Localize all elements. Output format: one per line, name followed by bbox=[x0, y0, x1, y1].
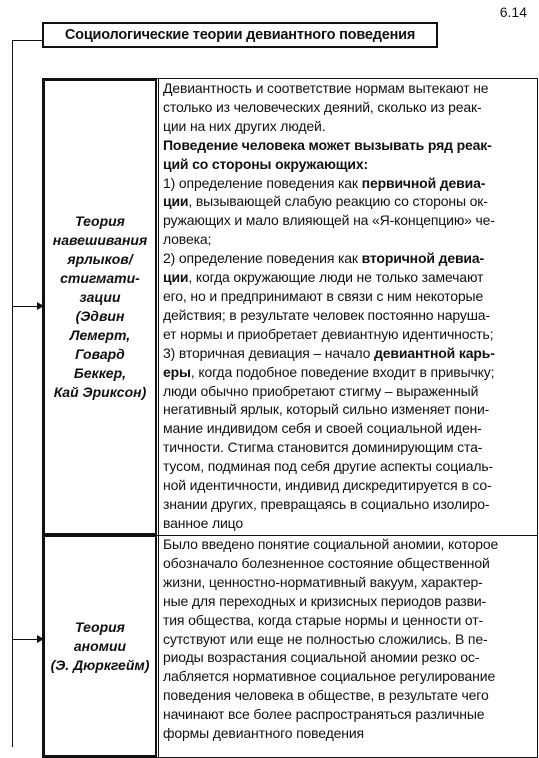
text-segment: люди обычно приобретают стигму – выраженный bbox=[163, 382, 479, 399]
theory-name-text bbox=[53, 212, 147, 402]
description-line bbox=[163, 476, 533, 495]
text-segment: тия общества, когда старые нормы и ценности от- bbox=[163, 611, 483, 628]
description-line bbox=[163, 155, 533, 174]
text-segment: лабляется нормативное социальное регулирование bbox=[163, 668, 496, 685]
theory-name-line: Теория bbox=[75, 213, 125, 229]
text-segment: тусом, подминая под себя другие аспекты социаль- bbox=[163, 458, 494, 475]
theory-name-labeling bbox=[43, 79, 157, 535]
text-segment: , когда окружающие люди не только замечают bbox=[188, 269, 484, 286]
theory-name-line: аномии bbox=[73, 637, 127, 654]
description-line bbox=[163, 438, 533, 457]
bold-term: вторичной девиа- bbox=[361, 250, 485, 267]
description-line bbox=[163, 495, 533, 514]
description-line bbox=[163, 211, 533, 230]
text-segment: 1) определение поведения как bbox=[163, 174, 362, 191]
text-segment: ные для переходных и кризисных периодов разви- bbox=[163, 592, 487, 609]
description-line bbox=[163, 230, 533, 249]
theory-name-anomie bbox=[43, 535, 157, 757]
description-line bbox=[163, 705, 533, 724]
text-segment: формы девиантного поведения bbox=[163, 725, 364, 742]
text-segment: обозначало болезненное состояние общественной bbox=[163, 554, 490, 571]
description-line bbox=[163, 268, 533, 287]
description-line bbox=[163, 98, 533, 117]
bold-term: ции bbox=[163, 193, 189, 210]
text-segment: 3) вторичная девиация – начало bbox=[163, 344, 375, 361]
theory-description-labeling bbox=[158, 79, 537, 535]
description-line bbox=[163, 630, 533, 649]
text-segment: действия; в результате человек постоянно наруша- bbox=[163, 306, 490, 323]
text-segment: мание индивидом себя и своей социальной иден- bbox=[163, 420, 482, 437]
description-line bbox=[163, 363, 533, 382]
bold-term: девиантной карь- bbox=[374, 344, 495, 361]
diagram-title: Социологические теории девиантного поведения bbox=[42, 22, 438, 48]
arrow-to-labeling-theory bbox=[12, 306, 38, 307]
description-line bbox=[163, 287, 533, 306]
description-line bbox=[163, 419, 533, 438]
text-segment: негативный ярлык, который сильно изменяет пони- bbox=[163, 401, 490, 418]
text-segment: ет нормы и приобретает девиантную идентичность; bbox=[163, 325, 494, 342]
bold-term: первичной девиа- bbox=[361, 174, 486, 191]
description-line bbox=[163, 306, 533, 325]
text-segment: ловека; bbox=[163, 231, 212, 248]
theory-row-labeling bbox=[43, 79, 537, 536]
text-segment: ной идентичности, индивид дискредитируется в со- bbox=[163, 477, 492, 494]
bold-term: ции bbox=[163, 269, 189, 286]
description-line bbox=[163, 611, 533, 630]
theory-name-line: ярлыков/ bbox=[67, 251, 133, 267]
theory-name-line: Теория bbox=[75, 618, 125, 635]
text-segment: , вызывающей слабую реакцию со стороны ок- bbox=[188, 193, 488, 210]
description-line bbox=[163, 667, 533, 686]
description-line bbox=[163, 249, 533, 268]
description-line bbox=[163, 136, 533, 155]
text-segment: ванное лицо bbox=[163, 514, 243, 531]
theory-name-line: зации bbox=[79, 289, 121, 305]
description-line bbox=[163, 686, 533, 705]
description-line bbox=[163, 382, 533, 401]
description-line bbox=[163, 174, 533, 193]
theory-name-text bbox=[51, 618, 150, 675]
description-line bbox=[163, 535, 533, 554]
description-line bbox=[163, 724, 533, 743]
text-segment: начинают все более распространяться различные bbox=[163, 706, 485, 723]
bold-term: еры bbox=[163, 363, 191, 380]
text-segment: риоды возрастания социальной аномии резко ос- bbox=[163, 649, 480, 666]
theory-name-line: стигмати- bbox=[60, 270, 140, 286]
theory-name-line: Кай Эриксон) bbox=[53, 384, 147, 400]
theory-row-anomie bbox=[43, 535, 537, 757]
theory-name-line: навешивания bbox=[52, 232, 148, 248]
description-line bbox=[163, 592, 533, 611]
page-number: 6.14 bbox=[499, 4, 527, 20]
description-line bbox=[163, 648, 533, 667]
text-segment: Было введено понятие социальной аномии, которое bbox=[163, 536, 499, 552]
description-line bbox=[163, 117, 533, 136]
theory-name-line: Говард bbox=[75, 346, 125, 362]
text-segment: сутствуют или еще не полностью сложились. В пе- bbox=[163, 630, 488, 647]
theory-name-line: (Эдвин bbox=[75, 308, 125, 324]
theory-name-line: Беккер, bbox=[73, 365, 127, 381]
theory-description-anomie bbox=[158, 535, 537, 757]
text-segment: ции на них других людей. bbox=[163, 117, 326, 134]
description-line bbox=[163, 554, 533, 573]
text-segment: его, но и предпринимают в связи с ним некоторые bbox=[163, 287, 484, 304]
text-segment: жизни, ценностно-нормативный вакуум, характер- bbox=[163, 573, 483, 590]
text-segment: знании других, превращаясь в социально изолиро- bbox=[163, 495, 490, 512]
description-line bbox=[163, 325, 533, 344]
text-segment: тичности. Стигма становится доминирующим ста- bbox=[163, 439, 483, 456]
arrow-to-anomie-theory bbox=[12, 639, 38, 640]
bold-term: ций со стороны окружающих: bbox=[163, 155, 369, 172]
theory-name-line: Лемерт, bbox=[69, 327, 131, 343]
description-line bbox=[163, 514, 533, 533]
theories-table bbox=[42, 78, 538, 758]
description-line bbox=[163, 79, 533, 98]
text-segment: поведения человека в обществе, в результате чего bbox=[163, 687, 489, 704]
theory-name-line: (Э. Дюркгейм) bbox=[50, 656, 150, 673]
bracket-line bbox=[12, 40, 13, 747]
description-line bbox=[163, 400, 533, 419]
description-line bbox=[163, 457, 533, 476]
text-segment: , когда подобное поведение входит в привычку; bbox=[190, 363, 495, 380]
bracket-top-connector bbox=[12, 40, 42, 41]
description-line bbox=[163, 192, 533, 211]
text-segment: Девиантность и соответствие нормам вытекают не bbox=[163, 80, 489, 96]
description-line bbox=[163, 344, 533, 363]
description-line bbox=[163, 573, 533, 592]
bold-term: Поведение человека может вызывать ряд реак- bbox=[163, 136, 492, 153]
text-segment: 2) определение поведения как bbox=[163, 250, 362, 267]
text-segment: столько из человеческих деяний, сколько из реак- bbox=[163, 98, 482, 115]
text-segment: ружающих и мало влияющей на «Я-концепцию» че- bbox=[163, 212, 495, 229]
